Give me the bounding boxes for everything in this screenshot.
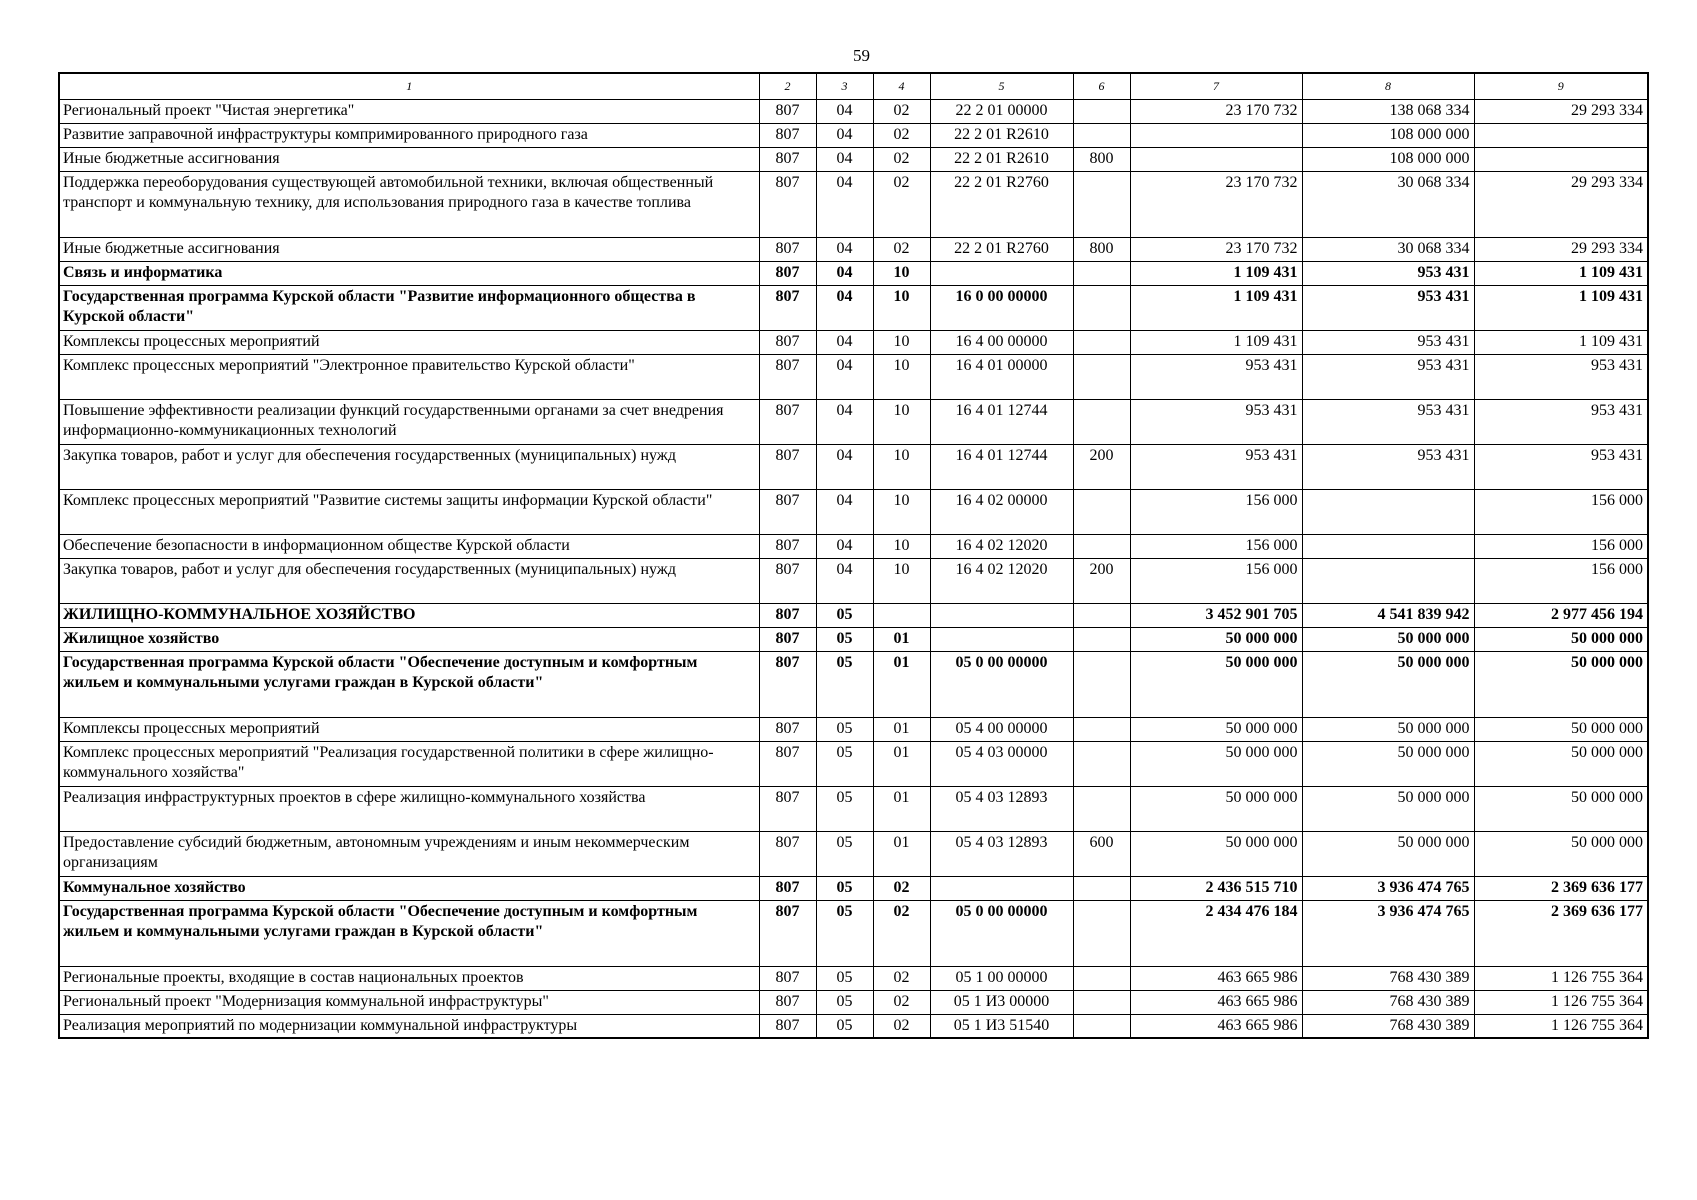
amount-col8 <box>1302 558 1474 603</box>
table-row <box>59 534 1648 558</box>
expense-type-code <box>1073 261 1130 285</box>
amount-col8 <box>1302 489 1474 534</box>
section-code: 04 <box>816 399 873 444</box>
target-article-code: 16 4 02 12020 <box>930 558 1073 603</box>
amount-col7: 23 170 732 <box>1130 171 1302 237</box>
table-row <box>59 1014 1648 1038</box>
subsection-code: 01 <box>873 651 930 717</box>
section-code: 04 <box>816 558 873 603</box>
table-row <box>59 717 1648 741</box>
row-name: Реализация мероприятий по модернизации коммунальной инфраструктуры <box>59 1014 759 1038</box>
section-code: 04 <box>816 123 873 147</box>
amount-col9: 1 109 431 <box>1474 285 1648 330</box>
amount-col8: 50 000 000 <box>1302 717 1474 741</box>
subsection-code: 02 <box>873 1014 930 1038</box>
subsection-code: 01 <box>873 786 930 831</box>
row-name: Региональный проект "Модернизация коммунальной инфраструктуры" <box>59 990 759 1014</box>
target-article-code: 22 2 01 R2610 <box>930 147 1073 171</box>
section-code: 05 <box>816 900 873 966</box>
amount-col8: 30 068 334 <box>1302 237 1474 261</box>
section-code: 05 <box>816 990 873 1014</box>
amount-col7: 50 000 000 <box>1130 741 1302 786</box>
grbs-code: 807 <box>759 123 816 147</box>
grbs-code: 807 <box>759 1014 816 1038</box>
section-code: 04 <box>816 99 873 123</box>
page-number: 59 <box>853 46 870 65</box>
amount-col9: 29 293 334 <box>1474 237 1648 261</box>
amount-col7: 953 431 <box>1130 399 1302 444</box>
amount-col9: 953 431 <box>1474 399 1648 444</box>
target-article-code: 05 4 00 00000 <box>930 717 1073 741</box>
amount-col9: 29 293 334 <box>1474 171 1648 237</box>
amount-col7: 50 000 000 <box>1130 651 1302 717</box>
subsection-code: 02 <box>873 147 930 171</box>
amount-col7: 23 170 732 <box>1130 99 1302 123</box>
row-name: Государственная программа Курской области "Обеспечение доступным и комфортным жильем и коммунальными услугами граждан в Курской области" <box>59 651 759 717</box>
header-cell: 3 <box>816 73 873 99</box>
section-code: 05 <box>816 966 873 990</box>
expense-type-code <box>1073 99 1130 123</box>
subsection-code: 10 <box>873 444 930 489</box>
expense-type-code <box>1073 603 1130 627</box>
amount-col9: 156 000 <box>1474 558 1648 603</box>
amount-col7: 463 665 986 <box>1130 1014 1302 1038</box>
subsection-code: 10 <box>873 285 930 330</box>
grbs-code: 807 <box>759 171 816 237</box>
amount-col7: 2 434 476 184 <box>1130 900 1302 966</box>
amount-col8: 768 430 389 <box>1302 966 1474 990</box>
row-name: Комплекс процессных мероприятий "Развитие системы защиты информации Курской области" <box>59 489 759 534</box>
target-article-code: 16 4 02 00000 <box>930 489 1073 534</box>
amount-col8: 3 936 474 765 <box>1302 876 1474 900</box>
budget-table <box>58 72 1649 1039</box>
target-article-code <box>930 603 1073 627</box>
row-name: ЖИЛИЩНО-КОММУНАЛЬНОЕ ХОЗЯЙСТВО <box>59 603 759 627</box>
amount-col7: 463 665 986 <box>1130 966 1302 990</box>
grbs-code: 807 <box>759 534 816 558</box>
amount-col9 <box>1474 123 1648 147</box>
subsection-code: 10 <box>873 354 930 399</box>
target-article-code: 05 0 00 00000 <box>930 900 1073 966</box>
subsection-code: 10 <box>873 261 930 285</box>
expense-type-code <box>1073 900 1130 966</box>
grbs-code: 807 <box>759 354 816 399</box>
expense-type-code <box>1073 534 1130 558</box>
amount-col7: 463 665 986 <box>1130 990 1302 1014</box>
grbs-code: 807 <box>759 627 816 651</box>
section-code: 05 <box>816 831 873 876</box>
amount-col9: 2 369 636 177 <box>1474 876 1648 900</box>
amount-col7: 50 000 000 <box>1130 831 1302 876</box>
amount-col8: 953 431 <box>1302 330 1474 354</box>
amount-col9: 50 000 000 <box>1474 627 1648 651</box>
subsection-code <box>873 603 930 627</box>
grbs-code: 807 <box>759 285 816 330</box>
amount-col7: 1 109 431 <box>1130 261 1302 285</box>
expense-type-code <box>1073 990 1130 1014</box>
section-code: 05 <box>816 876 873 900</box>
subsection-code: 01 <box>873 831 930 876</box>
grbs-code: 807 <box>759 261 816 285</box>
target-article-code: 22 2 01 R2760 <box>930 171 1073 237</box>
amount-col8: 138 068 334 <box>1302 99 1474 123</box>
subsection-code: 01 <box>873 717 930 741</box>
header-row <box>59 73 1648 99</box>
target-article-code: 05 4 03 12893 <box>930 786 1073 831</box>
subsection-code: 10 <box>873 399 930 444</box>
table-body <box>59 99 1648 1038</box>
section-code: 05 <box>816 786 873 831</box>
target-article-code: 16 4 01 00000 <box>930 354 1073 399</box>
amount-col7: 156 000 <box>1130 558 1302 603</box>
subsection-code: 10 <box>873 558 930 603</box>
amount-col9: 156 000 <box>1474 534 1648 558</box>
amount-col7 <box>1130 123 1302 147</box>
grbs-code: 807 <box>759 900 816 966</box>
row-name: Жилищное хозяйство <box>59 627 759 651</box>
row-name: Связь и информатика <box>59 261 759 285</box>
target-article-code: 16 0 00 00000 <box>930 285 1073 330</box>
expense-type-code <box>1073 1014 1130 1038</box>
amount-col8: 953 431 <box>1302 354 1474 399</box>
expense-type-code <box>1073 786 1130 831</box>
amount-col9: 2 977 456 194 <box>1474 603 1648 627</box>
target-article-code: 05 1 И3 00000 <box>930 990 1073 1014</box>
table-row <box>59 147 1648 171</box>
header-cell: 4 <box>873 73 930 99</box>
table-row <box>59 171 1648 237</box>
amount-col7: 23 170 732 <box>1130 237 1302 261</box>
amount-col8: 30 068 334 <box>1302 171 1474 237</box>
expense-type-code <box>1073 717 1130 741</box>
grbs-code: 807 <box>759 237 816 261</box>
subsection-code: 01 <box>873 627 930 651</box>
target-article-code <box>930 876 1073 900</box>
table-row <box>59 558 1648 603</box>
subsection-code: 02 <box>873 876 930 900</box>
expense-type-code <box>1073 123 1130 147</box>
expense-type-code <box>1073 330 1130 354</box>
expense-type-code <box>1073 354 1130 399</box>
row-name: Предоставление субсидий бюджетным, автономным учреждениям и иным некоммерческим организациям <box>59 831 759 876</box>
target-article-code <box>930 261 1073 285</box>
target-article-code: 16 4 02 12020 <box>930 534 1073 558</box>
grbs-code: 807 <box>759 330 816 354</box>
amount-col7: 1 109 431 <box>1130 285 1302 330</box>
amount-col8: 3 936 474 765 <box>1302 900 1474 966</box>
row-name: Комплексы процессных мероприятий <box>59 717 759 741</box>
header-cell: 5 <box>930 73 1073 99</box>
target-article-code: 05 4 03 00000 <box>930 741 1073 786</box>
amount-col7: 50 000 000 <box>1130 786 1302 831</box>
amount-col9: 50 000 000 <box>1474 717 1648 741</box>
target-article-code: 16 4 01 12744 <box>930 444 1073 489</box>
section-code: 04 <box>816 489 873 534</box>
header-cell: 2 <box>759 73 816 99</box>
row-name: Развитие заправочной инфраструктуры компримированного природного газа <box>59 123 759 147</box>
row-name: Повышение эффективности реализации функций государственными органами за счет внедрения информационно-коммуникационных технологий <box>59 399 759 444</box>
amount-col8: 50 000 000 <box>1302 651 1474 717</box>
amount-col8: 768 430 389 <box>1302 1014 1474 1038</box>
subsection-code: 10 <box>873 330 930 354</box>
expense-type-code: 800 <box>1073 237 1130 261</box>
header-cell: 7 <box>1130 73 1302 99</box>
table-row <box>59 237 1648 261</box>
amount-col8: 953 431 <box>1302 399 1474 444</box>
amount-col7: 50 000 000 <box>1130 627 1302 651</box>
subsection-code: 10 <box>873 534 930 558</box>
section-code: 05 <box>816 717 873 741</box>
section-code: 04 <box>816 147 873 171</box>
grbs-code: 807 <box>759 444 816 489</box>
table-row <box>59 285 1648 330</box>
amount-col8 <box>1302 534 1474 558</box>
amount-col7: 2 436 515 710 <box>1130 876 1302 900</box>
table-row <box>59 627 1648 651</box>
section-code: 04 <box>816 330 873 354</box>
grbs-code: 807 <box>759 558 816 603</box>
subsection-code: 02 <box>873 990 930 1014</box>
expense-type-code: 600 <box>1073 831 1130 876</box>
row-name: Комплексы процессных мероприятий <box>59 330 759 354</box>
row-name: Государственная программа Курской области "Развитие информационного общества в Курской области" <box>59 285 759 330</box>
target-article-code: 05 1 И3 51540 <box>930 1014 1073 1038</box>
amount-col8: 953 431 <box>1302 285 1474 330</box>
amount-col7: 156 000 <box>1130 534 1302 558</box>
target-article-code: 05 4 03 12893 <box>930 831 1073 876</box>
grbs-code: 807 <box>759 399 816 444</box>
table-row <box>59 489 1648 534</box>
table-row <box>59 354 1648 399</box>
row-name: Реализация инфраструктурных проектов в сфере жилищно-коммунального хозяйства <box>59 786 759 831</box>
section-code: 04 <box>816 444 873 489</box>
grbs-code: 807 <box>759 603 816 627</box>
amount-col7: 3 452 901 705 <box>1130 603 1302 627</box>
section-code: 05 <box>816 741 873 786</box>
row-name: Комплекс процессных мероприятий "Электронное правительство Курской области" <box>59 354 759 399</box>
row-name: Государственная программа Курской области "Обеспечение доступным и комфортным жильем и коммунальными услугами граждан в Курской области" <box>59 900 759 966</box>
amount-col7: 50 000 000 <box>1130 717 1302 741</box>
table-row <box>59 831 1648 876</box>
amount-col8: 50 000 000 <box>1302 786 1474 831</box>
grbs-code: 807 <box>759 147 816 171</box>
target-article-code: 16 4 00 00000 <box>930 330 1073 354</box>
amount-col7: 953 431 <box>1130 444 1302 489</box>
amount-col7: 1 109 431 <box>1130 330 1302 354</box>
row-name: Комплекс процессных мероприятий "Реализация государственной политики в сфере жилищно-коммунального хозяйства" <box>59 741 759 786</box>
grbs-code: 807 <box>759 786 816 831</box>
expense-type-code <box>1073 399 1130 444</box>
amount-col7: 953 431 <box>1130 354 1302 399</box>
expense-type-code <box>1073 651 1130 717</box>
expense-type-code: 200 <box>1073 444 1130 489</box>
expense-type-code <box>1073 489 1130 534</box>
section-code: 04 <box>816 237 873 261</box>
section-code: 05 <box>816 627 873 651</box>
table-row <box>59 330 1648 354</box>
row-name: Региональный проект "Чистая энергетика" <box>59 99 759 123</box>
amount-col8: 768 430 389 <box>1302 990 1474 1014</box>
target-article-code: 05 1 00 00000 <box>930 966 1073 990</box>
amount-col7: 156 000 <box>1130 489 1302 534</box>
subsection-code: 10 <box>873 489 930 534</box>
header-cell: 1 <box>59 73 759 99</box>
table-row <box>59 900 1648 966</box>
row-name: Закупка товаров, работ и услуг для обеспечения государственных (муниципальных) нужд <box>59 444 759 489</box>
grbs-code: 807 <box>759 717 816 741</box>
row-name: Иные бюджетные ассигнования <box>59 147 759 171</box>
table-row <box>59 261 1648 285</box>
amount-col8: 50 000 000 <box>1302 741 1474 786</box>
target-article-code <box>930 627 1073 651</box>
row-name: Региональные проекты, входящие в состав национальных проектов <box>59 966 759 990</box>
amount-col9: 50 000 000 <box>1474 831 1648 876</box>
amount-col9: 1 126 755 364 <box>1474 966 1648 990</box>
subsection-code: 02 <box>873 171 930 237</box>
grbs-code: 807 <box>759 99 816 123</box>
amount-col8: 953 431 <box>1302 261 1474 285</box>
amount-col9 <box>1474 147 1648 171</box>
amount-col9: 1 126 755 364 <box>1474 1014 1648 1038</box>
row-name: Иные бюджетные ассигнования <box>59 237 759 261</box>
section-code: 04 <box>816 354 873 399</box>
grbs-code: 807 <box>759 831 816 876</box>
expense-type-code <box>1073 171 1130 237</box>
table-row <box>59 876 1648 900</box>
expense-type-code: 200 <box>1073 558 1130 603</box>
amount-col8: 50 000 000 <box>1302 831 1474 876</box>
amount-col8: 50 000 000 <box>1302 627 1474 651</box>
table-row <box>59 786 1648 831</box>
row-name: Поддержка переоборудования существующей автомобильной техники, включая общественный транспорт и коммунальную технику, для использования природного газа в качестве топлива <box>59 171 759 237</box>
section-code: 05 <box>816 1014 873 1038</box>
amount-col8: 4 541 839 942 <box>1302 603 1474 627</box>
amount-col9: 50 000 000 <box>1474 786 1648 831</box>
subsection-code: 02 <box>873 123 930 147</box>
subsection-code: 01 <box>873 741 930 786</box>
table-row <box>59 966 1648 990</box>
header-cell: 6 <box>1073 73 1130 99</box>
table-row <box>59 123 1648 147</box>
row-name: Коммунальное хозяйство <box>59 876 759 900</box>
section-code: 04 <box>816 534 873 558</box>
grbs-code: 807 <box>759 651 816 717</box>
grbs-code: 807 <box>759 966 816 990</box>
grbs-code: 807 <box>759 741 816 786</box>
expense-type-code <box>1073 876 1130 900</box>
subsection-code: 02 <box>873 99 930 123</box>
row-name: Обеспечение безопасности в информационном обществе Курской области <box>59 534 759 558</box>
target-article-code: 22 2 01 R2760 <box>930 237 1073 261</box>
amount-col9: 953 431 <box>1474 444 1648 489</box>
amount-col9: 1 109 431 <box>1474 261 1648 285</box>
amount-col9: 1 126 755 364 <box>1474 990 1648 1014</box>
target-article-code: 22 2 01 00000 <box>930 99 1073 123</box>
amount-col9: 2 369 636 177 <box>1474 900 1648 966</box>
table-row <box>59 741 1648 786</box>
header-cell: 9 <box>1474 73 1648 99</box>
amount-col7 <box>1130 147 1302 171</box>
grbs-code: 807 <box>759 489 816 534</box>
expense-type-code: 800 <box>1073 147 1130 171</box>
amount-col9: 50 000 000 <box>1474 651 1648 717</box>
table-row <box>59 99 1648 123</box>
amount-col9: 156 000 <box>1474 489 1648 534</box>
expense-type-code <box>1073 741 1130 786</box>
section-code: 05 <box>816 651 873 717</box>
table-row <box>59 444 1648 489</box>
expense-type-code <box>1073 627 1130 651</box>
grbs-code: 807 <box>759 990 816 1014</box>
section-code: 04 <box>816 285 873 330</box>
table-row <box>59 990 1648 1014</box>
table-row <box>59 399 1648 444</box>
subsection-code: 02 <box>873 237 930 261</box>
section-code: 04 <box>816 261 873 285</box>
section-code: 04 <box>816 171 873 237</box>
amount-col9: 1 109 431 <box>1474 330 1648 354</box>
amount-col8: 108 000 000 <box>1302 147 1474 171</box>
target-article-code: 16 4 01 12744 <box>930 399 1073 444</box>
table-row <box>59 603 1648 627</box>
header-cell: 8 <box>1302 73 1474 99</box>
target-article-code: 05 0 00 00000 <box>930 651 1073 717</box>
amount-col9: 50 000 000 <box>1474 741 1648 786</box>
amount-col8: 953 431 <box>1302 444 1474 489</box>
amount-col9: 953 431 <box>1474 354 1648 399</box>
subsection-code: 02 <box>873 966 930 990</box>
target-article-code: 22 2 01 R2610 <box>930 123 1073 147</box>
row-name: Закупка товаров, работ и услуг для обеспечения государственных (муниципальных) нужд <box>59 558 759 603</box>
expense-type-code <box>1073 966 1130 990</box>
subsection-code: 02 <box>873 900 930 966</box>
amount-col8: 108 000 000 <box>1302 123 1474 147</box>
amount-col9: 29 293 334 <box>1474 99 1648 123</box>
grbs-code: 807 <box>759 876 816 900</box>
table-row <box>59 651 1648 717</box>
section-code: 05 <box>816 603 873 627</box>
expense-type-code <box>1073 285 1130 330</box>
